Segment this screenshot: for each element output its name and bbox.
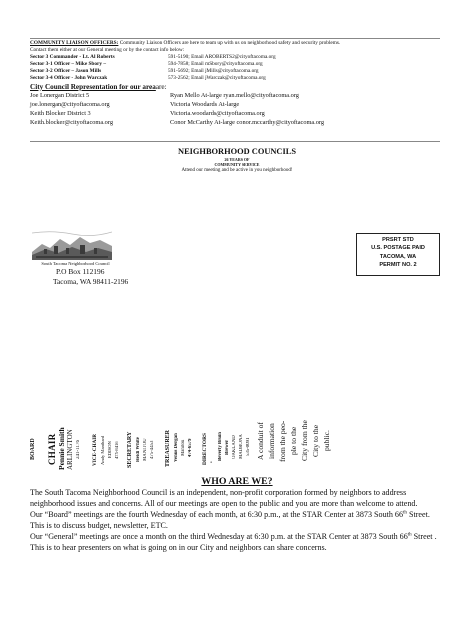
council-row	[30, 110, 450, 119]
director-phone: 535-0091	[246, 437, 251, 457]
officer-contact: 591-5692; Email jMills@cityoftacoma.org	[168, 68, 259, 75]
nc-service: COMMUNITY SERVICE	[214, 162, 260, 167]
director-org: OAKLAND	[232, 435, 237, 459]
director-org-2: MADRONA	[239, 434, 244, 460]
who-paragraph: The South Tacoma Neighborhood Council is an independent, non-profit corporation formed by neighbors to address neighborhood issues and concerns. All of our meetings are open to the public and you are more than welcome to attend.	[30, 488, 418, 508]
council-row	[30, 101, 450, 110]
treasurer-org: Manitou	[181, 439, 186, 457]
chair-phone: 241-1176	[76, 440, 81, 460]
po-box: P.O Box 112196	[56, 267, 105, 276]
directors-bullet: •	[210, 461, 215, 463]
treasurer-title: TREASURER	[165, 429, 171, 467]
conduit-line: A conduit of	[256, 422, 265, 460]
who-heading: WHO ARE WE?	[201, 476, 273, 487]
liaison-heading-text: Community Liaison Officers are here to team up with us on neighborhood safety and security problems.	[118, 40, 341, 46]
secretary-title: SECRETARY	[127, 431, 133, 468]
chair-name: Pennie Smith	[57, 427, 66, 470]
logo-caption: South Tacoma Neighborhood Council	[41, 261, 110, 266]
secretary-org: MANITOU	[143, 438, 148, 462]
postage-indicia	[356, 233, 440, 276]
mid-rule	[30, 141, 440, 142]
council-right: Victoria.woodards@cityoftacoma.org	[170, 109, 265, 117]
vice-title: VICE-CHAIR	[92, 434, 98, 466]
officer-contact: 594-7858; Email mSbory@cityoftacoma.org	[168, 61, 263, 68]
director-name-2: Brewer	[225, 439, 230, 455]
council-logo	[32, 230, 112, 260]
vice-phone: 475-8416	[114, 441, 119, 459]
council-left: joe.lonergan@cityoftacoma.org	[30, 100, 110, 108]
director-name: Beverly Bruin	[218, 432, 223, 462]
council-right: Victoria Woodards At-large	[170, 100, 240, 108]
officer-name: Sector 3 Commander - Lt. Al Roberts	[30, 54, 115, 61]
officer-name: Sector 3-1 Officer – Mike Sbory –	[30, 61, 107, 68]
postage-line: PERMIT NO. 2	[379, 262, 417, 269]
nc-years: 26 YEARS OF	[224, 157, 250, 162]
postage-line: TACOMA, WA	[379, 253, 417, 260]
conduit-line: information	[267, 423, 276, 459]
vice-name: Andy Manthard	[100, 435, 105, 465]
top-rule	[30, 38, 440, 39]
conduit-line: ple to the	[289, 426, 298, 456]
officer-name: Sector 3-2 Officer – Jason Mills	[30, 68, 102, 75]
council-left: Joe Lonergan District 5	[30, 91, 90, 99]
council-heading-row	[30, 83, 450, 92]
liaison-contact-line: Contact them either at our General meeting or by the contact info below:	[30, 47, 185, 54]
ordinal-suffix: th	[407, 532, 412, 538]
council-left: Keith Blocker District 3	[30, 109, 91, 117]
officer-row	[30, 75, 450, 82]
nc-tagline: Attend our meeting and be active in you neighborhood!	[181, 168, 293, 173]
chair-org: ARLINGTON	[66, 429, 74, 470]
treasurer-name: Venus Dergan	[174, 433, 179, 463]
officer-contact: 573-2562; Email jWarczak@cityoftacoma.org	[168, 75, 266, 82]
general-meeting-text-end: Street . This is to hear presenters on what is going on in our City and neighbors can share concerns.	[30, 532, 437, 552]
council-left: Keith.blocker@cityoftacoma.org	[30, 119, 113, 127]
board-label: BOARD	[30, 438, 36, 460]
board-meeting-text-end: Street. This is to discuss budget, newsletter, ETC.	[30, 510, 430, 530]
council-row	[30, 119, 450, 128]
address-city: Tacoma, WA 98411-2196	[53, 276, 129, 286]
conduit-line: City from the	[300, 420, 309, 462]
officer-contact: 591-5190; Email AROBERTS2@cityoftacoma.org	[168, 54, 276, 61]
conduit-line: public.	[322, 430, 331, 452]
council-right: Ryan Mello At-large ryan.mello@cityoftacoma.org	[170, 91, 299, 99]
chair-title: CHAIR	[47, 433, 57, 465]
council-row	[30, 92, 450, 101]
conduit-line: City to the	[311, 424, 320, 458]
conduit-line: from the peo-	[278, 420, 287, 462]
liaison-heading: COMMUNITY LIAISON OFFICERS:	[30, 40, 119, 46]
vice-org: EDISON	[107, 441, 112, 459]
postage-line: PRSRT STD	[382, 237, 414, 243]
secretary-name: Heidi White	[136, 437, 141, 463]
officer-name: Sector 3-4 Officer - John Warczak	[30, 75, 108, 82]
directors-title: DIRECTORS	[202, 433, 208, 465]
return-address	[53, 267, 128, 286]
ordinal-suffix: th	[403, 510, 407, 516]
secretary-phone: 475-4453	[150, 440, 155, 460]
general-meeting-paragraph	[30, 531, 446, 553]
council-right: Conor McCarthy At-large conor.mccarthy@cityoftacoma.org	[170, 119, 325, 127]
treasurer-phone: 474-6579	[188, 438, 193, 458]
who-body	[30, 487, 446, 553]
council-heading-suffix: are:	[155, 82, 167, 91]
nc-title: NEIGHBORHOOD COUNCILS	[178, 147, 296, 156]
liaison-section	[30, 40, 450, 128]
nc-banner	[0, 147, 474, 174]
board-meeting-text: Our “Board” meetings are the fourth Wednesday of each month, at 6:30 p.m., at the STAR Center at 3873 South 66	[30, 510, 404, 519]
postage-line: U.S. POSTAGE PAID	[371, 245, 425, 252]
board-meeting-paragraph	[30, 509, 446, 531]
general-meeting-text: Our “General” meetings are once a month on the third Wednesday at 6:30 p.m. at the STAR Center at 3873 South 66	[30, 532, 408, 541]
council-heading: City Council Representation for our area	[30, 82, 156, 91]
